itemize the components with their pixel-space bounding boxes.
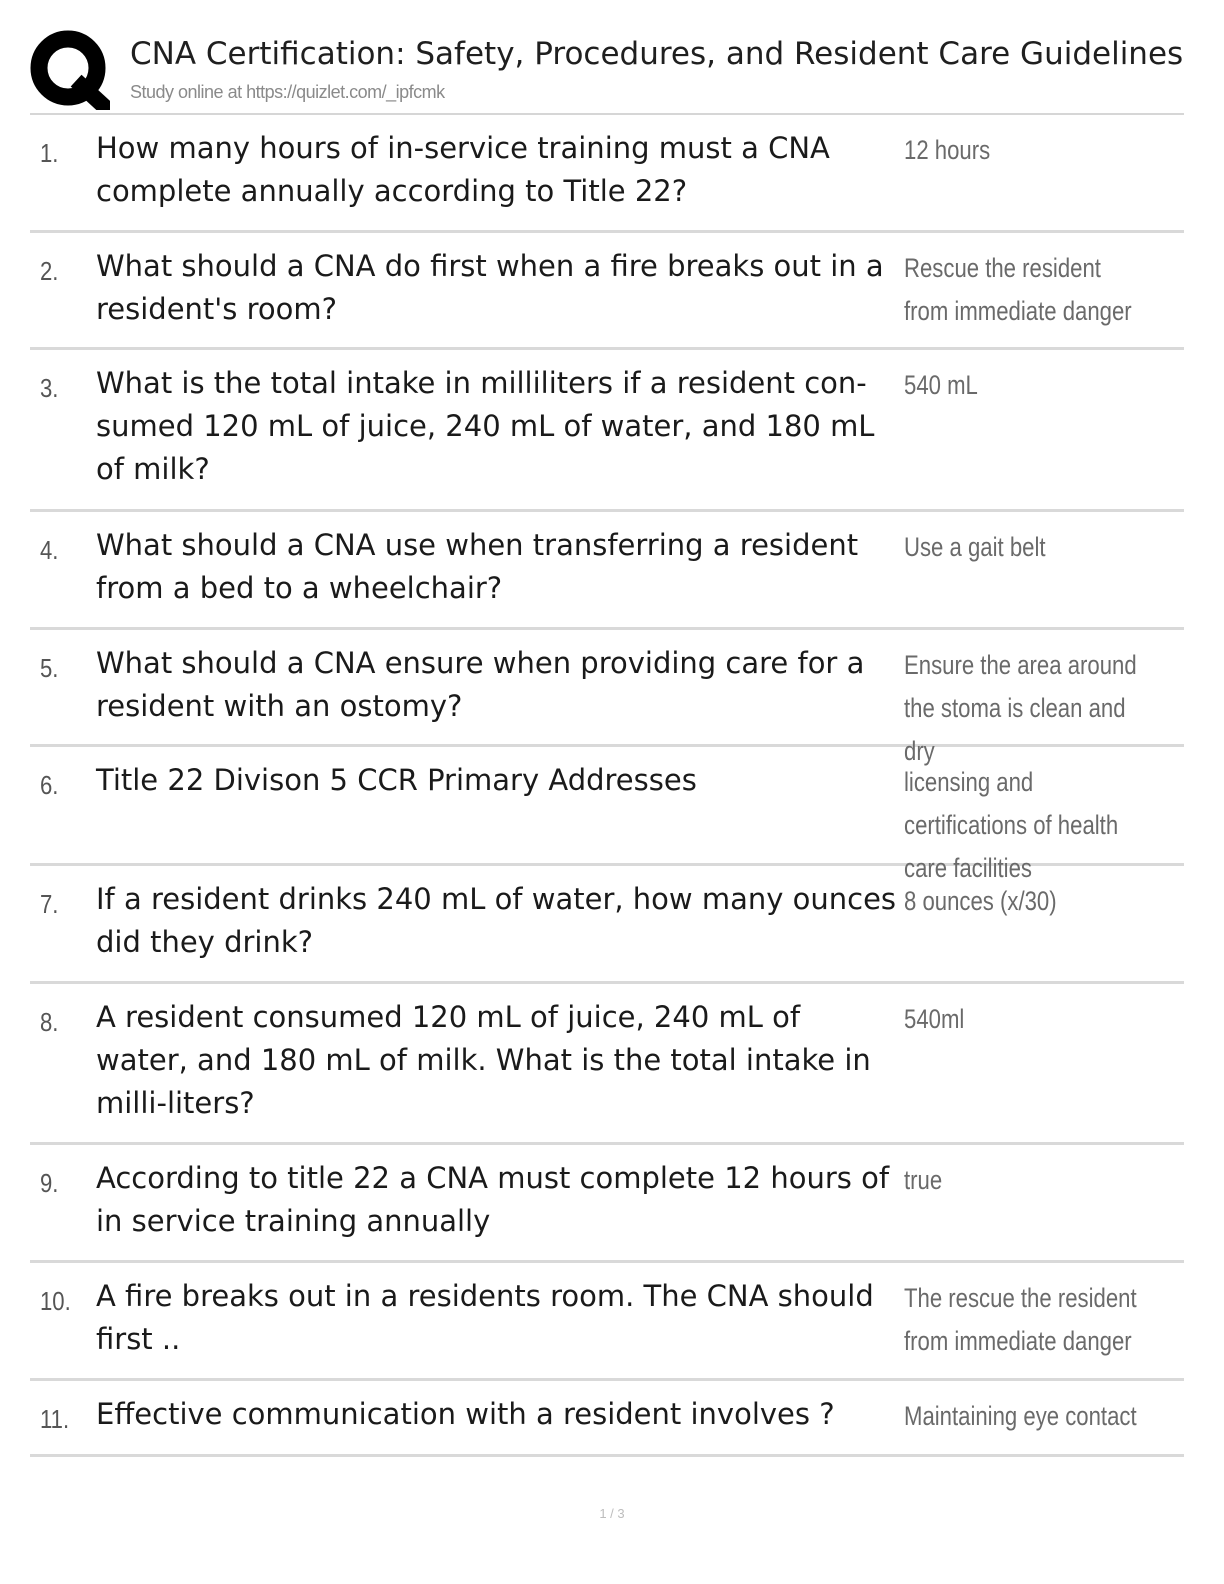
card-answer: Rescue the resident from immediate danger	[904, 253, 1132, 326]
flashcard-row	[30, 866, 1184, 984]
card-number: 3.	[40, 373, 59, 403]
flashcard-row	[30, 1263, 1184, 1381]
card-number: 5.	[40, 653, 59, 683]
card-number: 1.	[40, 138, 59, 168]
card-question: According to title 22 a CNA must complete 12 hours of in service training annually	[96, 1161, 890, 1238]
card-answer: 540 mL	[904, 370, 978, 400]
card-answer: 12 hours	[904, 135, 991, 165]
card-number: 9.	[40, 1168, 59, 1198]
page-title: CNA Certification: Safety, Procedures, and Resident Care Guidelines	[130, 36, 1184, 72]
flashcard-row	[30, 747, 1184, 883]
quizlet-logo-icon	[30, 30, 110, 110]
card-number: 2.	[40, 256, 59, 286]
flashcard-row	[30, 984, 1184, 1145]
card-number: 10.	[40, 1286, 71, 1316]
study-online-link[interactable]: Study online at https://quizlet.com/_ipfcmk	[130, 82, 445, 102]
card-answer: Maintaining eye contact	[904, 1401, 1137, 1431]
flashcard-row	[30, 350, 1184, 512]
card-answer: Ensure the area around the stoma is clean and dry	[904, 650, 1137, 766]
flashcard-row	[30, 115, 1184, 233]
card-question: What should a CNA ensure when providing care for a resident with an ostomy?	[96, 646, 865, 723]
card-answer: The rescue the resident from immediate danger	[904, 1283, 1137, 1356]
card-answer: licensing and certifications of health care facilities	[904, 767, 1119, 883]
flashcard-row	[30, 233, 1184, 350]
flashcard-row	[30, 512, 1184, 630]
card-answer: Use a gait belt	[904, 532, 1046, 562]
card-question: Title 22 Divison 5 CCR Primary Addresses	[96, 763, 697, 797]
card-question: Effective communication with a resident involves ?	[96, 1397, 835, 1431]
card-question: If a resident drinks 240 mL of water, how many ounces did they drink?	[96, 882, 897, 959]
card-question: A resident consumed 120 mL of juice, 240 mL of water, and 180 mL of milk. What is the total intake in milli-liters?	[96, 1000, 871, 1120]
flashcard-row	[30, 1145, 1184, 1263]
card-answer: 540ml	[904, 1004, 965, 1034]
page-header	[30, 28, 1184, 114]
card-number: 7.	[40, 889, 59, 919]
card-number: 6.	[40, 770, 59, 800]
page-number: 1 / 3	[599, 1506, 625, 1521]
flashcard-row	[30, 630, 1184, 766]
flashcard-row	[30, 1381, 1184, 1457]
card-question: What is the total intake in milliliters if a resident con-sumed 120 mL of juice, 240 mL of water, and 180 mL of milk?	[96, 366, 875, 486]
card-number: 8.	[40, 1007, 59, 1037]
card-number: 4.	[40, 535, 59, 565]
card-answer: 8 ounces (x/30)	[904, 886, 1057, 916]
card-number: 11.	[40, 1404, 70, 1434]
card-question: A fire breaks out in a residents room. The CNA should first ..	[96, 1279, 874, 1356]
card-question: What should a CNA use when transferring a resident from a bed to a wheelchair?	[96, 528, 859, 605]
card-answer: true	[904, 1165, 943, 1195]
card-question: What should a CNA do first when a fire breaks out in a resident's room?	[96, 249, 884, 326]
card-question: How many hours of in-service training must a CNA complete annually according to Title 22?	[96, 131, 830, 208]
flashcard-list	[30, 115, 1184, 1457]
